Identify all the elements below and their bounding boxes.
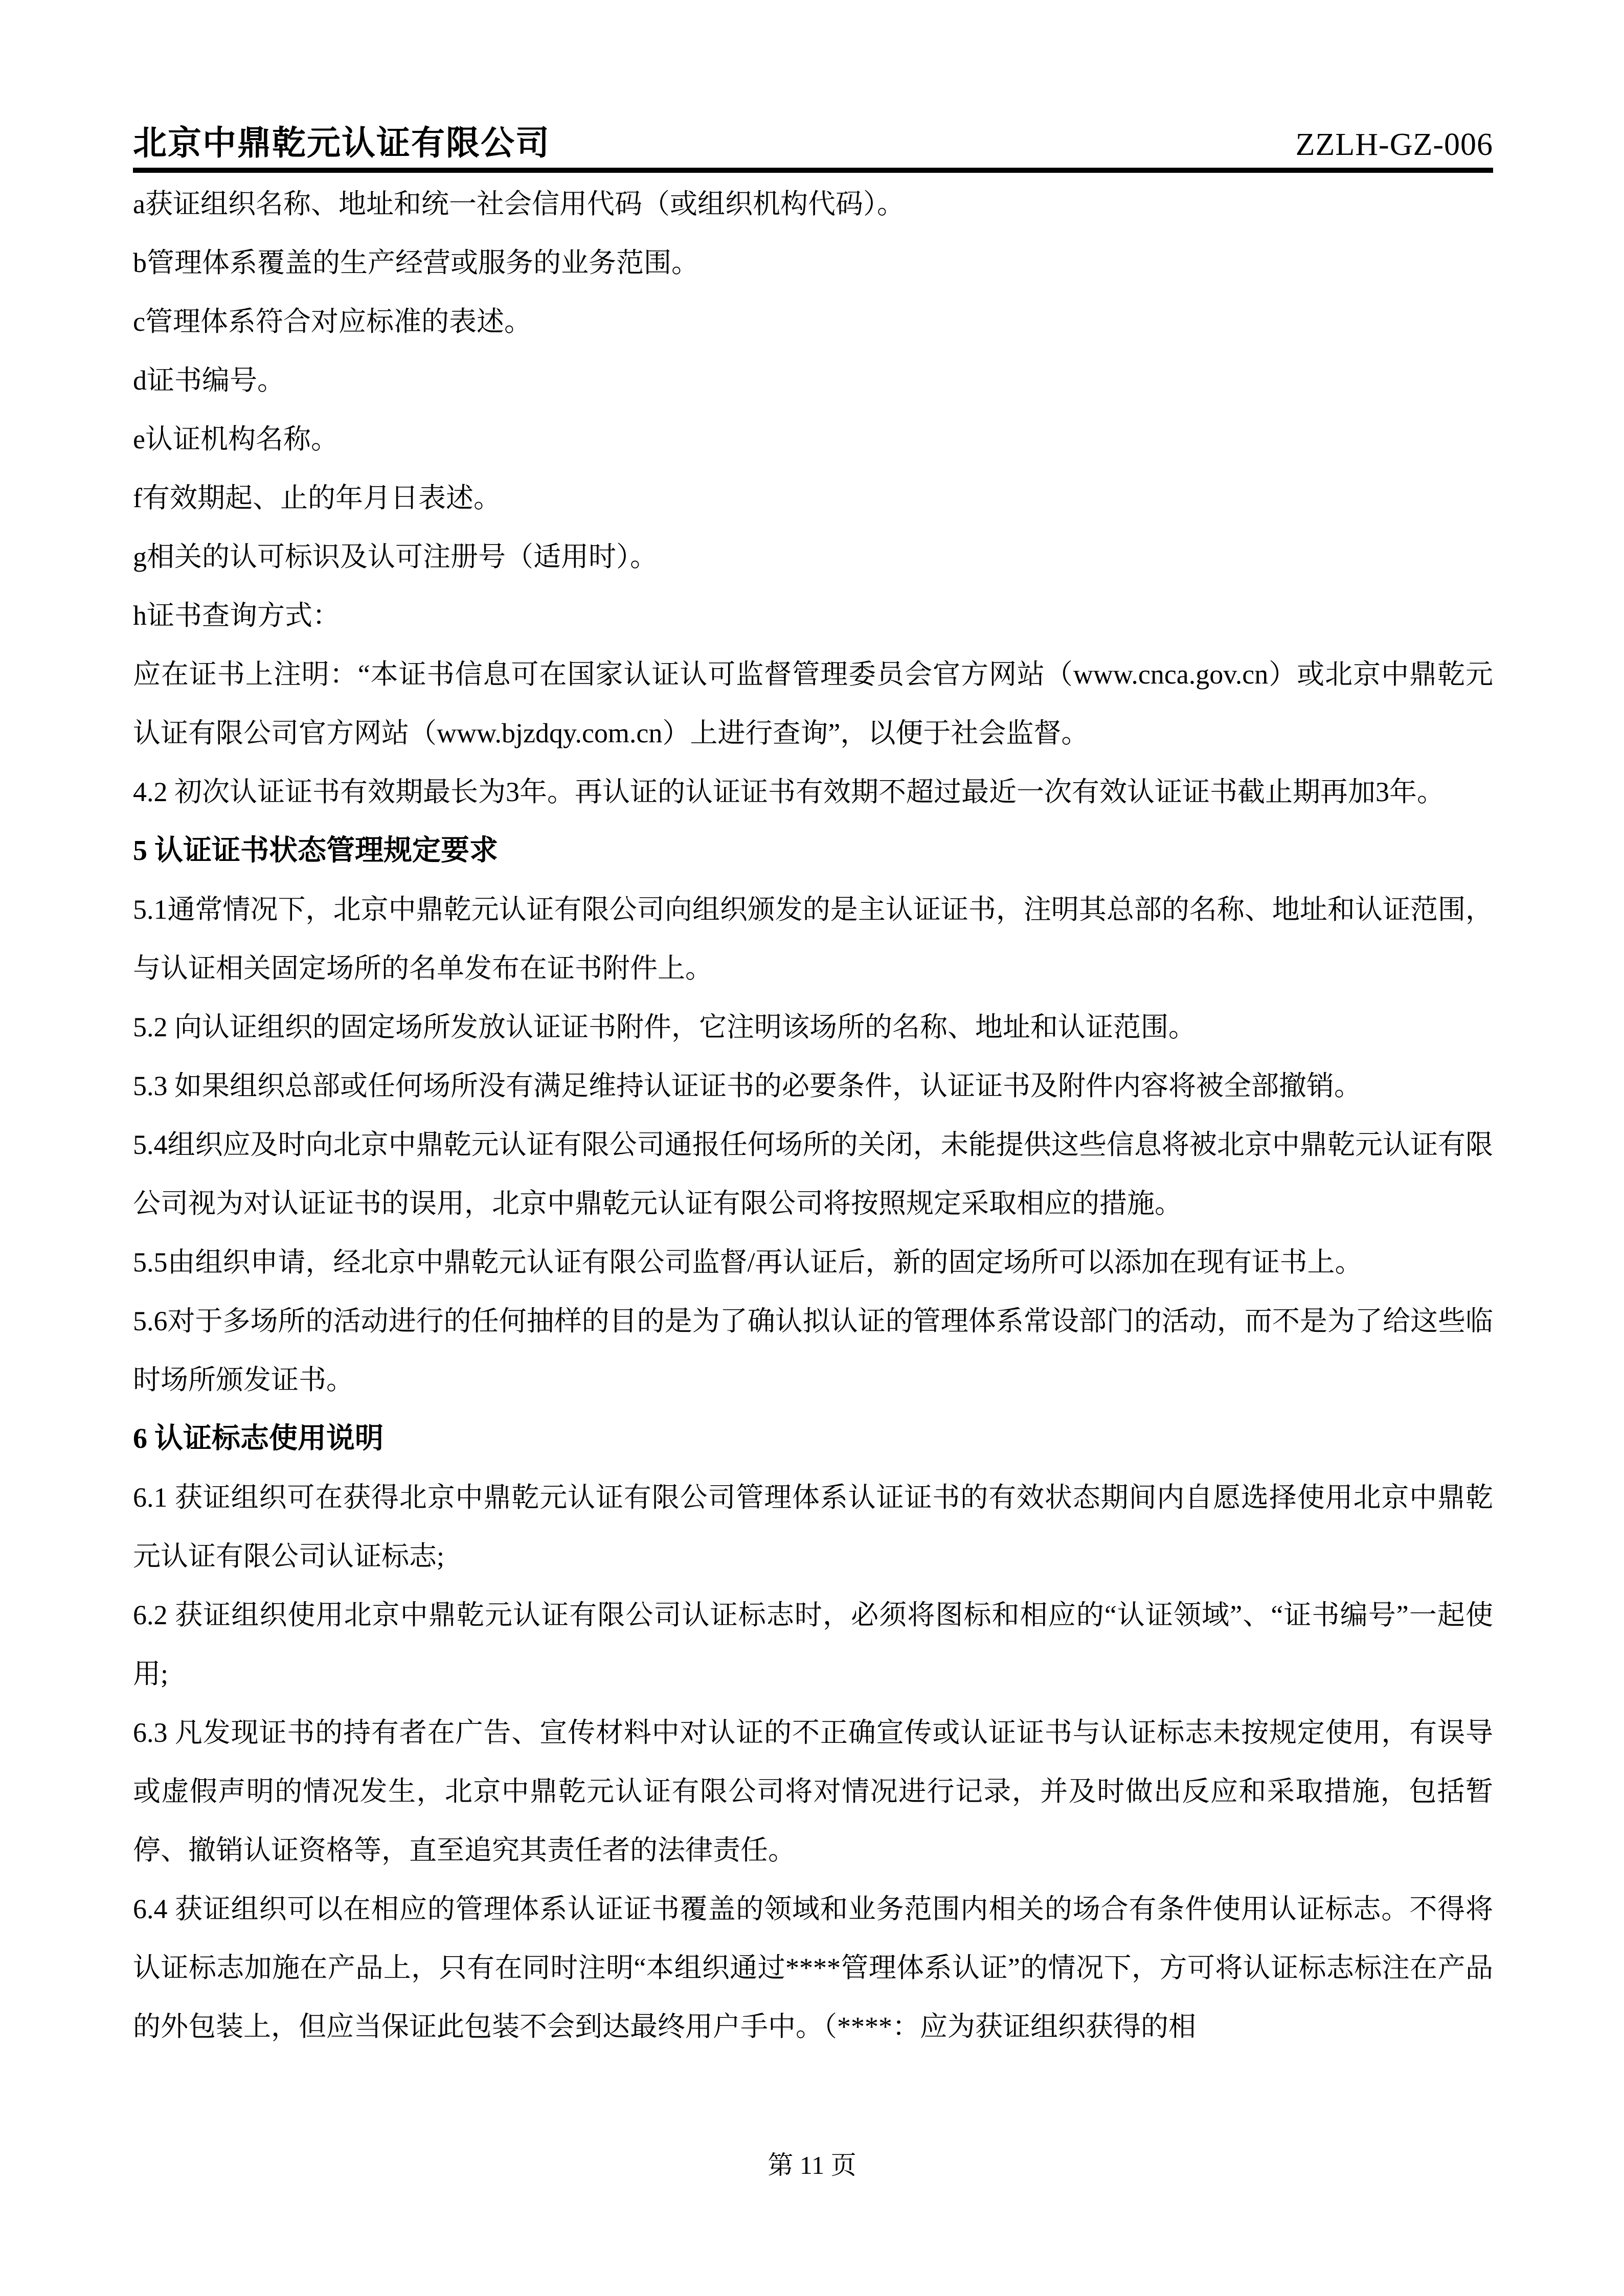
paragraph: 5.4组织应及时向北京中鼎乾元认证有限公司通报任何场所的关闭，未能提供这些信息将被北京中鼎乾元认证有限公司视为对认证证书的误用，北京中鼎乾元认证有限公司将按照规定采取相应的措施。 [133, 1129, 1493, 1219]
paragraph: 6.3 凡发现证书的持有者在广告、宣传材料中对认证的不正确宣传或认证证书与认证标志未按规定使用，有误导或虚假声明的情况发生，北京中鼎乾元认证有限公司将对情况进行记录，并及时做出反应和采取措施，包括暂停、撤销认证资格等，直至追究其责任者的法律责任。 [133, 1717, 1493, 1866]
paragraph: 4.2 初次认证证书有效期最长为3年。再认证的认证证书有效期不超过最近一次有效认证证书截止期再加3年。 [133, 777, 1445, 807]
doc-code: ZZLH-GZ-006 [1295, 127, 1493, 162]
paragraph: 应在证书上注明：“本证书信息可在国家认证认可监督管理委员会官方网站（www.cnca.gov.cn）或北京中鼎乾元认证有限公司官方网站（www.bjzdqy.com.cn）上进行查询”，以便于社会监督。 [133, 659, 1493, 748]
page-number: 第 11 页 [768, 2151, 856, 2179]
paragraph: 6.2 获证组织使用北京中鼎乾元认证有限公司认证标志时，必须将图标和相应的“认证领域”、“证书编号”一起使用; [133, 1600, 1493, 1689]
section-heading: 6 认证标志使用说明 [133, 1423, 384, 1454]
paragraph: a获证组织名称、地址和统一社会信用代码（或组织机构代码）。 [133, 189, 905, 219]
paragraph: b管理体系覆盖的生产经营或服务的业务范围。 [133, 247, 699, 278]
header-rule [133, 168, 1493, 173]
paragraph: h证书查询方式： [133, 600, 340, 631]
section-heading: 5 认证证书状态管理规定要求 [133, 835, 498, 867]
company-name: 北京中鼎乾元认证有限公司 [133, 125, 550, 162]
paragraph: 6.1 获证组织可在获得北京中鼎乾元认证有限公司管理体系认证证书的有效状态期间内自愿选择使用北京中鼎乾元认证有限公司认证标志; [133, 1482, 1493, 1572]
paragraph: e认证机构名称。 [133, 424, 339, 454]
page-footer [0, 2150, 1624, 2180]
header-row [133, 0, 1493, 161]
paragraph: 5.2 向认证组织的固定场所发放认证证书附件，它注明该场所的名称、地址和认证范围。 [133, 1012, 1196, 1042]
paragraph: f有效期起、止的年月日表述。 [133, 483, 501, 513]
paragraph: 5.5由组织申请，经北京中鼎乾元认证有限公司监督/再认证后，新的固定场所可以添加在现有证书上。 [133, 1247, 1363, 1278]
paragraph: d证书编号。 [133, 365, 285, 396]
page-header [133, 0, 1493, 173]
paragraph: 5.6对于多场所的活动进行的任何抽样的目的是为了确认拟认证的管理体系常设部门的活动，而不是为了给这些临时场所颁发证书。 [133, 1306, 1493, 1395]
paragraph: 5.1通常情况下，北京中鼎乾元认证有限公司向组织颁发的是主认证证书，注明其总部的名称、地址和认证范围，与认证相关固定场所的名单发布在证书附件上。 [133, 894, 1493, 984]
paragraph: 6.4 获证组织可以在相应的管理体系认证证书覆盖的领域和业务范围内相关的场合有条件使用认证标志。不得将认证标志加施在产品上，只有在同时注明“本组织通过****管理体系认证”的情况下，方可将认证标志标注在产品的外包装上，但应当保证此包装不会到达最终用户手中。（****：应为获证组织获得的相 [133, 1894, 1493, 2042]
paragraph: c管理体系符合对应标准的表述。 [133, 306, 532, 337]
document-body [133, 175, 1493, 2056]
paragraph: g相关的认可标识及认可注册号（适用时）。 [133, 541, 658, 572]
paragraph: 5.3 如果组织总部或任何场所没有满足维持认证证书的必要条件，认证证书及附件内容将被全部撤销。 [133, 1071, 1362, 1101]
